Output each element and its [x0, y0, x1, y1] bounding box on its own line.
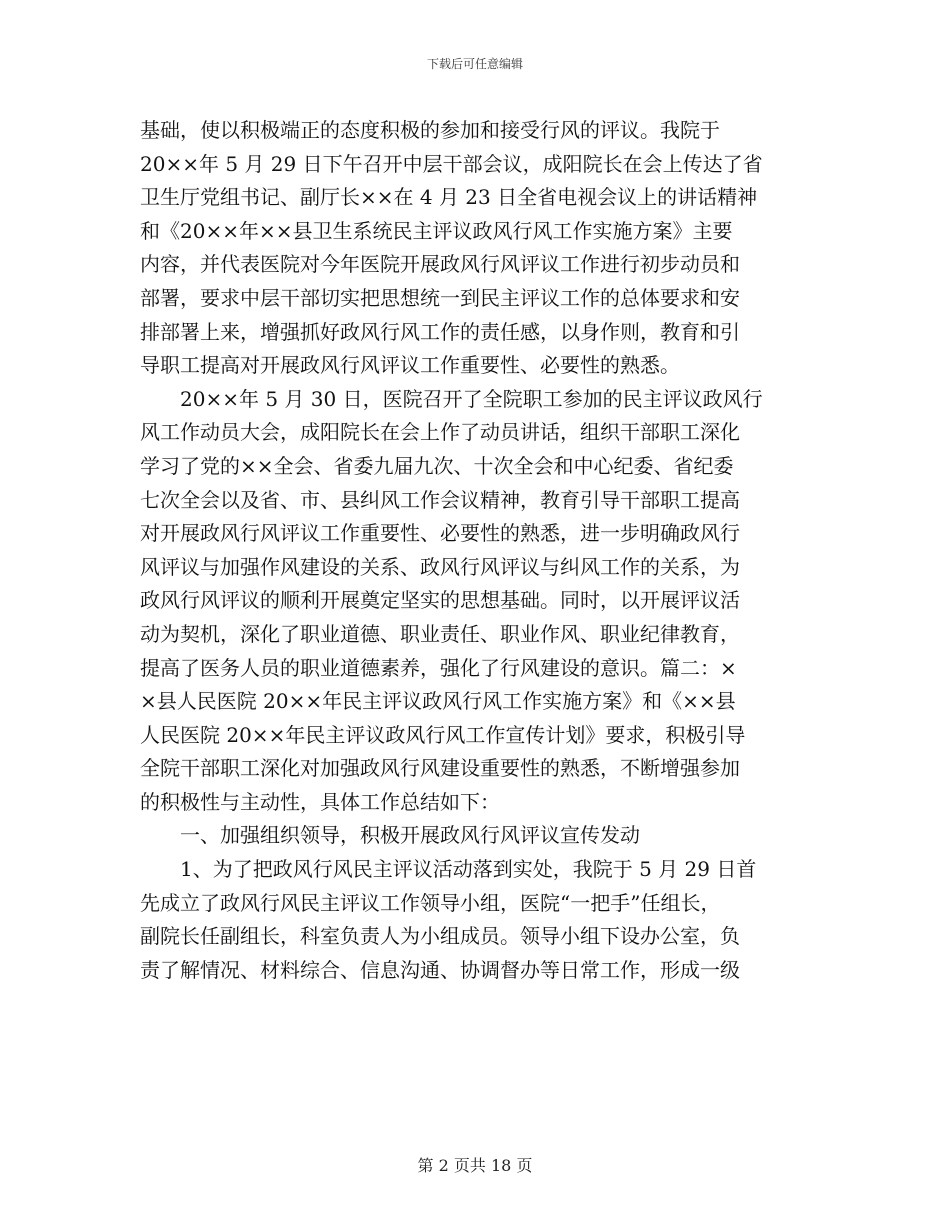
body-line: 人民医院 20××年民主评议政风行风工作宣传计划》要求，积极引导	[140, 722, 746, 747]
body-line: 风工作动员大会，成阳院长在会上作了动员讲话，组织干部职工深化	[140, 420, 740, 445]
body-line: 的积极性与主动性，具体工作总结如下：	[140, 789, 500, 814]
body-line: 七次全会以及省、市、县纠风工作会议精神，教育引导干部职工提高	[140, 487, 740, 512]
body-line: 全院干部职工深化对加强政风行风建设重要性的熟悉，不断增强参加	[140, 756, 740, 781]
section-heading: 一、加强组织领导，积极开展政风行风评议宣传发动	[180, 823, 640, 848]
body-line: 部署，要求中层干部切实把思想统一到民主评议工作的总体要求和安	[140, 285, 740, 310]
body-line: 基础，使以积极端正的态度积极的参加和接受行风的评议。我院于	[140, 118, 720, 142]
body-line: 导职工提高对开展政风行风评议工作重要性、必要性的熟悉。	[140, 353, 680, 378]
page-footer: 第 2 页共 18 页	[417, 1156, 533, 1175]
body-line: 卫生厅党组书记、副厅长××在 4 月 23 日全省电视会议上的讲话精神	[140, 185, 758, 210]
body-line: 先成立了政风行风民主评议工作领导小组，医院“一把手”任组长，	[140, 890, 721, 915]
body-line: 20××年 5 月 29 日下午召开中层干部会议，成阳院长在会上传达了省	[140, 151, 763, 176]
body-line: 副院长任副组长，科室负责人为小组成员。领导小组下设办公室，负	[140, 924, 740, 949]
body-line: 和《20××年××县卫生系统民主评议政风行风工作实施方案》主要	[140, 218, 733, 243]
body-line: 政风行风评议的顺利开展奠定坚实的思想基础。同时，以开展评议活	[140, 588, 740, 613]
paragraph-start-line: 20××年 5 月 30 日，医院召开了全院职工参加的民主评议政风行	[180, 386, 763, 411]
body-line: 提高了医务人员的职业道德素养，强化了行风建设的意识。篇二：×	[140, 655, 737, 680]
body-line: 学习了党的××全会、省委九届九次、十次全会和中心纪委、省纪委	[140, 453, 734, 478]
paragraph-start-line: 1、为了把政风行风民主评议活动落到实处，我院于 5 月 29 日首	[180, 857, 757, 882]
body-line: 对开展政风行风评议工作重要性、必要性的熟悉，进一步明确政风行	[140, 521, 740, 546]
body-line: 责了解情况、材料综合、信息沟通、协调督办等日常工作，形成一级	[140, 957, 740, 982]
body-line: 排部署上来，增强抓好政风行风工作的责任感，以身作则，教育和引	[140, 319, 740, 344]
body-line: ×县人民医院 20××年民主评议政风行风工作实施方案》和《××县	[140, 689, 736, 714]
document-body	[140, 114, 810, 987]
page-header: 下载后可任意编辑	[426, 57, 523, 71]
body-line: 内容，并代表医院对今年医院开展政风行风评议工作进行初步动员和	[140, 252, 740, 277]
body-line: 动为契机，深化了职业道德、职业责任、职业作风、职业纪律教育，	[140, 621, 740, 646]
body-line: 风评议与加强作风建设的关系、政风行风评议与纠风工作的关系，为	[140, 554, 740, 579]
